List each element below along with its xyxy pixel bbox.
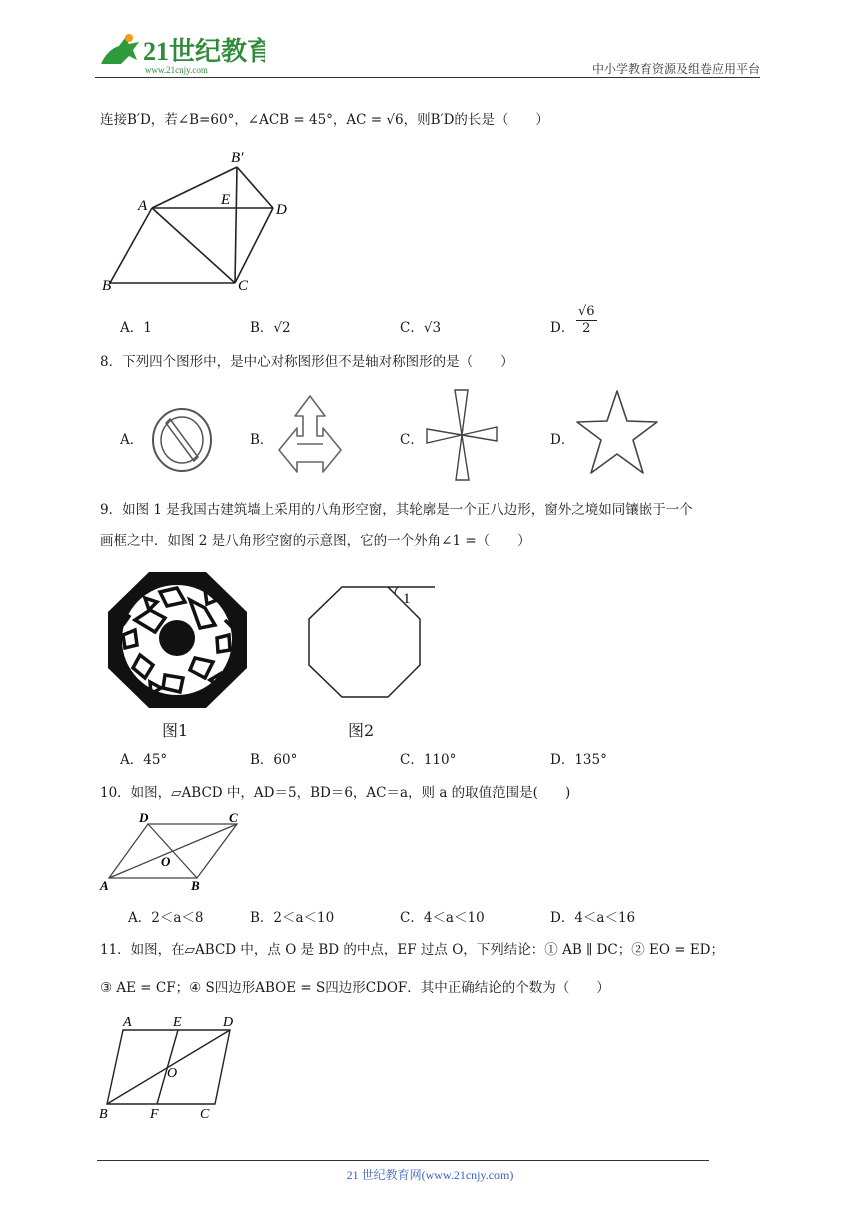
logo-text: 21世纪教育 [143, 37, 265, 66]
label-c: C [238, 278, 249, 294]
q11-stem-line1: 11．如图，在▱ABCD 中，点 O 是 BD 的中点，EF 过点 O，下列结论：① AB ∥ DC；② EO = ED； [100, 942, 724, 958]
q8-option-b[interactable]: B． [250, 432, 274, 448]
star-figure [575, 388, 660, 478]
q10-option-d[interactable]: D．4＜a＜16 [550, 910, 636, 926]
footer-divider [97, 1160, 709, 1161]
q11-stem-line2: ③ AE = CF；④ S四边形ABOE = S四边形CDOF．其中正确结论的个数为（ ） [100, 980, 610, 996]
q9-option-b[interactable]: B．60° [250, 752, 298, 768]
q10-option-b[interactable]: B．2＜a＜10 [250, 910, 335, 926]
octagon-window-figure [105, 570, 250, 710]
q8-option-d[interactable]: D． [550, 432, 575, 448]
header-platform-text: 中小学教育资源及组卷应用平台 [591, 62, 760, 76]
q7-option-d[interactable]: D． [550, 320, 575, 336]
site-logo [95, 30, 265, 76]
label-f: F [150, 1107, 159, 1122]
logo-url: www.21cnjy.com [145, 65, 208, 75]
label-d: D [223, 1015, 234, 1030]
angle-label: 1 [403, 591, 411, 607]
q8-stem: 8．下列四个图形中，是中心对称图形但不是轴对称图形的是（ ） [100, 354, 514, 370]
pinwheel-figure [425, 385, 500, 485]
label-b: B [99, 1107, 108, 1122]
runner-logo-icon [101, 38, 139, 64]
q9-option-a[interactable]: A．45° [120, 752, 168, 768]
footer-link[interactable]: 21 世纪教育网(www.21cnjy.com) [346, 1168, 514, 1182]
q11-parallelogram-figure [95, 1010, 245, 1125]
label-c: C [229, 810, 238, 825]
label-e: E [221, 192, 231, 208]
label-b: B [191, 878, 200, 893]
q10-option-a[interactable]: A．2＜a＜8 [128, 910, 204, 926]
q7-stem: 连接B′D，若∠B=60°，∠ACB = 45°，AC = √6，则B′D的长是（ ） [100, 112, 549, 128]
q7-option-c[interactable]: C．√3 [400, 320, 442, 336]
label-o: O [161, 854, 171, 869]
q7-figure [95, 140, 315, 300]
q7-option-b[interactable]: B．√2 [250, 320, 291, 336]
label-a: A [123, 1015, 132, 1030]
fig2-caption: 图2 [348, 721, 375, 740]
label-o: O [167, 1066, 178, 1081]
q8-option-c[interactable]: C． [400, 432, 424, 448]
q7-option-d-fraction: √6 2 [578, 304, 595, 336]
octagon-diagram-figure [300, 575, 440, 700]
label-a: A [100, 878, 109, 893]
label-d: D [139, 810, 149, 825]
fig1-caption: 图1 [162, 721, 189, 740]
no-sign-figure [150, 405, 216, 475]
arrows-figure [275, 392, 345, 480]
label-b-prime: B′ [231, 150, 244, 166]
label-a: A [138, 198, 148, 214]
q9-stem-line2: 画框之中．如图 2 是八角形空窗的示意图，它的一个外角∠1 =（ ） [100, 533, 531, 549]
header-divider [95, 77, 760, 78]
q9-option-c[interactable]: C．110° [400, 752, 457, 768]
q10-stem: 10．如图，▱ABCD 中，AD＝5，BD＝6，AC＝a，则 a 的取值范围是( ) [100, 785, 571, 801]
label-b: B [102, 278, 112, 294]
label-e: E [173, 1015, 182, 1030]
q9-option-d[interactable]: D．135° [550, 752, 607, 768]
label-c: C [200, 1107, 210, 1122]
q9-stem-line1: 9．如图 1 是我国古建筑墙上采用的八角形空窗，其轮廓是一个正八边形，窗外之境如同镶嵌于一个 [100, 502, 693, 518]
q10-parallelogram-figure [95, 810, 250, 895]
q7-option-a[interactable]: A．1 [120, 320, 152, 336]
label-d: D [276, 202, 287, 218]
q8-option-a[interactable]: A． [120, 432, 144, 448]
q10-option-c[interactable]: C．4＜a＜10 [400, 910, 485, 926]
